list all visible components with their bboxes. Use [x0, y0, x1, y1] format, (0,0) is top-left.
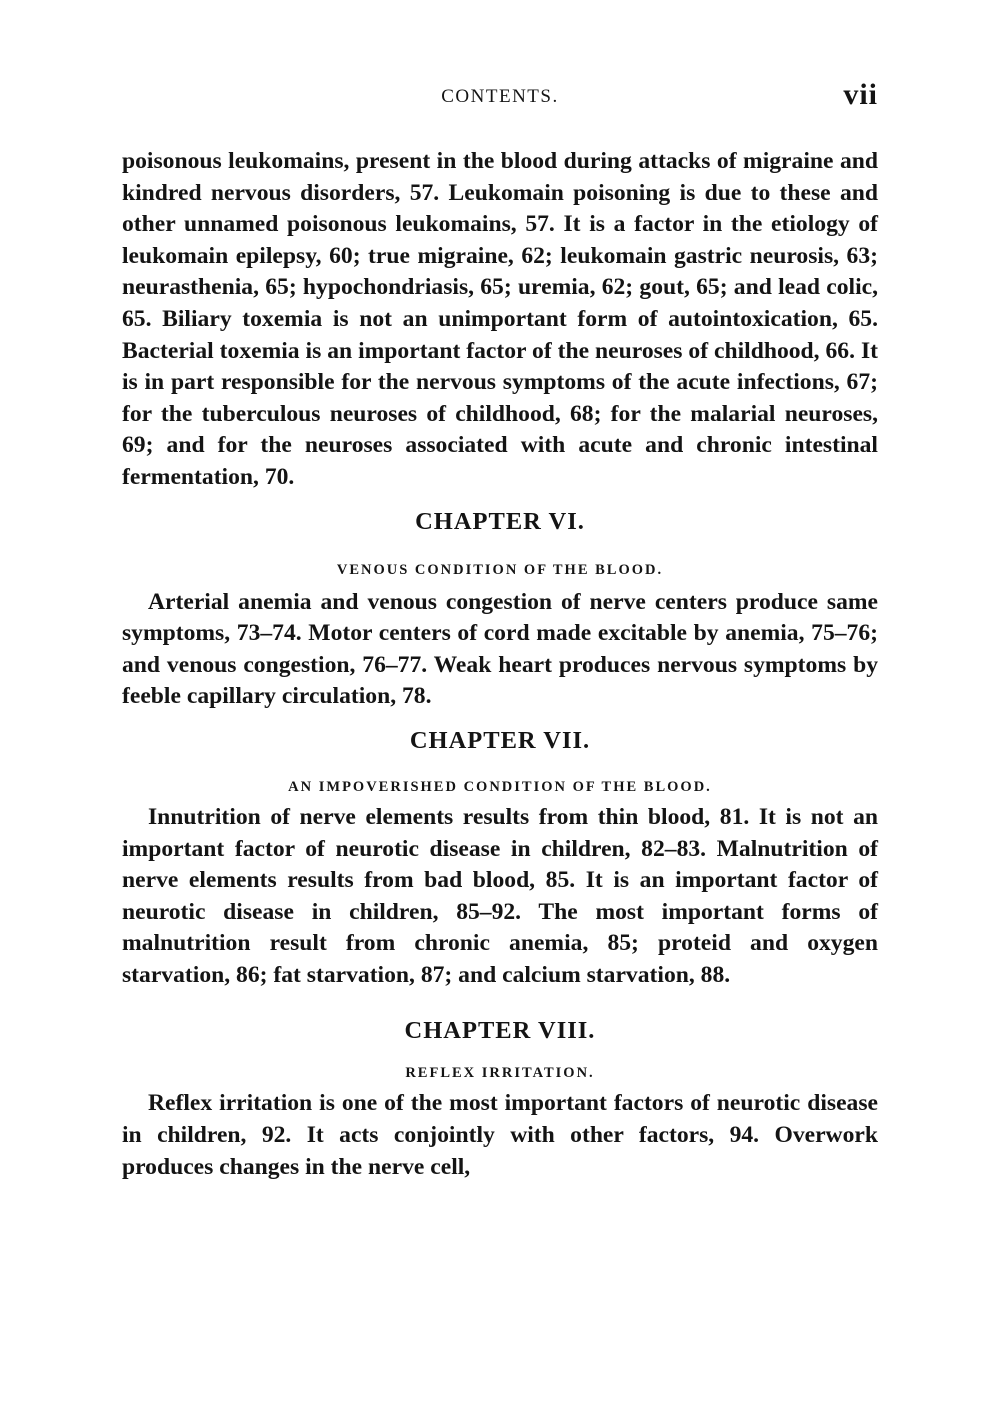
chapter-6-paragraph: Arterial anemia and venous congestion of nerve centers produce same symptoms, 73–74. Motor centers of cord made excitable by anemia, 75–76; and venous congestion, 76–77. Weak heart produces nervous symptoms by feeble capillary circulation, 78.	[122, 588, 878, 710]
chapter-8-title: CHAPTER VIII.	[404, 1017, 596, 1045]
book-page	[122, 78, 878, 1183]
chapter-8-paragraph: Reflex irritation is one of the most important factors of neurotic disease in children, 92. It acts conjointly with other factors, 94. Overwork produces changes in the nerve cell,	[122, 1090, 878, 1180]
intro-paragraph: poisonous leukomains, present in the blood during attacks of migraine and kindred nervous disorders, 57. Leukomain poisoning is due to these and other unnamed poisonous leukomains, 57. It is a factor in the etiology of leukomain epilepsy, 60; true migraine, 62; leukomain gastric neurosis, 63; neurasthenia, 65; hypochondriasis, 65; uremia, 62; gout, 65; and lead colic, 65. Biliary toxemia is not an unimportant form of autointoxication, 65. Bacterial toxemia is an important factor of the neuroses of childhood, 66. It is in part responsible for the nervous symptoms of the acute infections, 67; for the tuberculous neuroses of childhood, 68; for the malarial neuroses, 69; and for the neuroses associated with acute and chronic intestinal fermentation, 70.	[122, 148, 878, 490]
chapter-7-subtitle: AN IMPOVERISHED CONDITION OF THE BLOOD.	[288, 778, 712, 795]
page-number: vii	[843, 78, 878, 111]
running-head	[122, 78, 878, 118]
chapter-7-paragraph: Innutrition of nerve elements results from thin blood, 81. It is not an important factor of neurotic disease in children, 82–83. Malnutrition of nerve elements results from bad blood, 85. It is an important factor of neurotic disease in children, 85–92. The most important forms of malnutrition result from chronic anemia, 85; proteid and oxygen starvation, 86; fat starvation, 87; and calcium starvation, 88.	[122, 803, 878, 988]
chapter-6-subtitle: VENOUS CONDITION OF THE BLOOD.	[336, 561, 664, 578]
chapter-8-subtitle: REFLEX IRRITATION.	[405, 1065, 595, 1082]
chapter-6-title: CHAPTER VI.	[415, 507, 585, 535]
running-title: CONTENTS.	[441, 86, 559, 107]
chapter-7-title: CHAPTER VII.	[409, 726, 591, 754]
